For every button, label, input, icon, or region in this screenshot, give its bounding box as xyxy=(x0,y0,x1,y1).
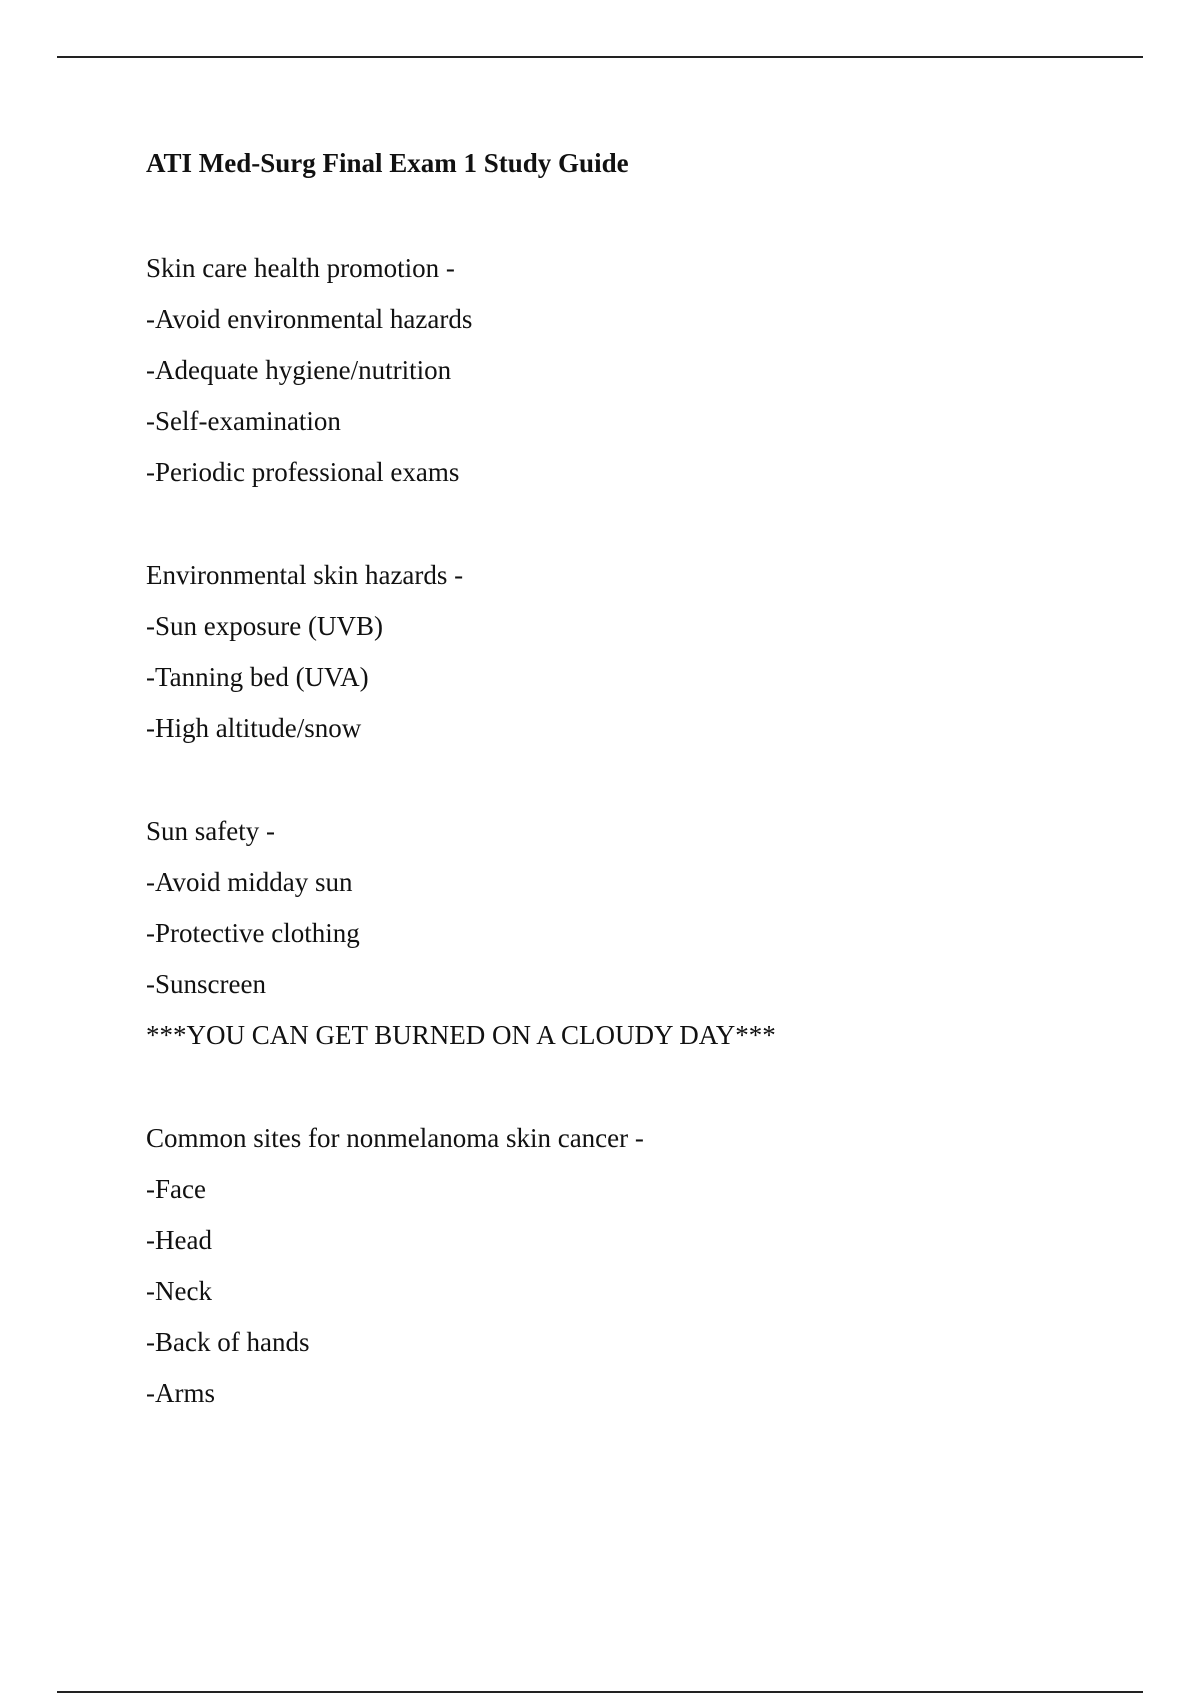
document-title: ATI Med-Surg Final Exam 1 Study Guide xyxy=(146,148,629,178)
list-item: -Periodic professional exams xyxy=(146,457,460,487)
section-environmental-hazards xyxy=(146,550,1106,754)
bottom-rule xyxy=(57,1691,1143,1693)
list-item: -Sun exposure (UVB) xyxy=(146,611,383,641)
document-body xyxy=(146,143,1106,1471)
list-item: -Avoid midday sun xyxy=(146,867,353,897)
section-heading: Skin care health promotion - xyxy=(146,253,455,283)
top-rule xyxy=(57,56,1143,58)
list-item: -Tanning bed (UVA) xyxy=(146,662,369,692)
list-item: -Face xyxy=(146,1174,206,1204)
section-skin-care xyxy=(146,243,1106,498)
list-item: -Arms xyxy=(146,1378,215,1408)
list-item: -High altitude/snow xyxy=(146,713,362,743)
list-item: -Adequate hygiene/nutrition xyxy=(146,355,452,385)
list-item: -Head xyxy=(146,1225,212,1255)
section-nonmelanoma-sites xyxy=(146,1113,1106,1419)
warning-note: ***YOU CAN GET BURNED ON A CLOUDY DAY*** xyxy=(146,1020,776,1050)
list-item: -Avoid environmental hazards xyxy=(146,304,473,334)
list-item: -Back of hands xyxy=(146,1327,310,1357)
list-item: -Neck xyxy=(146,1276,212,1306)
list-item: -Sunscreen xyxy=(146,969,266,999)
section-heading: Sun safety - xyxy=(146,816,275,846)
list-item: -Self-examination xyxy=(146,406,341,436)
section-heading: Environmental skin hazards - xyxy=(146,560,464,590)
section-heading: Common sites for nonmelanoma skin cancer - xyxy=(146,1123,644,1153)
list-item: -Protective clothing xyxy=(146,918,360,948)
section-sun-safety xyxy=(146,806,1106,1061)
